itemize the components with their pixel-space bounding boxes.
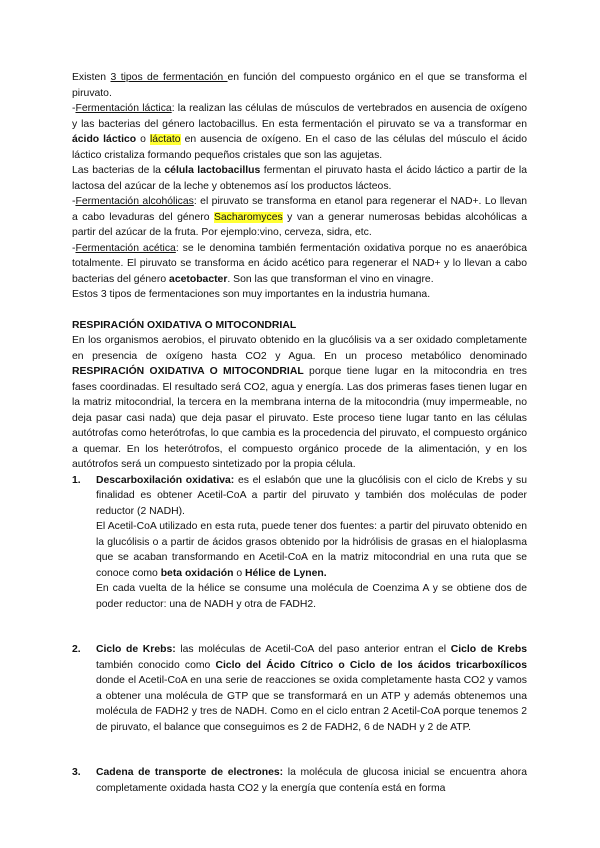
beta-oxidacion-bold: beta oxidación xyxy=(160,567,234,579)
respiracion-bold: RESPIRACIÓN OXIDATIVA O MITOCONDRIAL xyxy=(72,366,304,377)
alcoholica-text-2: y van a generar numerosas bebidas alcohólicas a partir del azúcar de la fruta. Por ejemplo:vino, cerveza, sidra, etc. xyxy=(72,211,527,238)
alcoholica-text: : el piruvato se transforma en etanol para regenerar el NAD+. Lo llevan a cabo levaduras del género xyxy=(72,196,527,223)
dash: - xyxy=(72,196,76,207)
step-text: o xyxy=(233,567,246,579)
step-text: es el eslabón que une la glucólisis con el ciclo de Krebs y su finalidad es obtener Acetil-CoA a partir del piruvato y también dos moléculas de poder reductor (2 NADH). xyxy=(96,474,527,517)
acido-citrico-bold: Ciclo del Ácido Cítrico o Ciclo de los ácidos tricarboxílicos xyxy=(215,659,527,671)
spacer xyxy=(72,750,527,765)
lactica-text-3: en ausencia de oxígeno. En el caso de las células del músculo el ácido láctico cristaliza formando pequeños cristales que son las agujetas. xyxy=(72,134,527,161)
step-text: las moléculas de Acetil-CoA del paso anterior entran el xyxy=(175,644,451,655)
lactica-text: : la realizan las células de músculos de vertebrados en ausencia de oxígeno y las bacterias del género lactobacillus. En esta fermentación el piruvato se va a transformar en xyxy=(72,103,527,130)
acetobacter-bold: acetobacter xyxy=(169,273,228,285)
step-2 xyxy=(72,642,527,735)
step-number: 2. xyxy=(72,644,81,655)
step-1-p2 xyxy=(96,519,527,581)
respiracion-paragraph xyxy=(72,333,527,473)
step-number: 3. xyxy=(72,767,81,778)
step-1 xyxy=(72,473,527,613)
intro-text-end: en función del compuesto orgánico en el que se transforma el piruvato. xyxy=(72,72,527,99)
dash: - xyxy=(72,103,76,114)
sacharomyces-highlight: Sacharomyces xyxy=(213,211,283,223)
document-page xyxy=(72,70,527,796)
lacto-text: Las bacterias de la xyxy=(72,165,165,176)
closing-paragraph: Estos 3 tipos de fermentaciones son muy importantes en la industria humana. xyxy=(72,289,431,300)
acetica-text: : se le denomina también fermentación oxidativa porque no es anaeróbica totalmente. El piruvato se transforma en ácido acético para regenerar el NAD+ y lo llevan a cabo bacterias del género xyxy=(72,242,527,285)
steps-list xyxy=(72,473,527,797)
lacto-text-2: fermentan el piruvato hasta el ácido láctico a partir de la lactosa del azúcar de la leche y obtenemos así los productos lácteos. xyxy=(72,165,527,192)
intro-paragraph xyxy=(72,70,527,101)
step-text: también conocido como xyxy=(96,659,216,671)
step-text: El Acetil-CoA utilizado en esta ruta, puede tener dos fuentes: a partir del piruvato obtenido en la glucólisis o a partir de ácidos grasos obtenido por la hidrólisis de grasas en el hialoplasma que se acaban transformando en Acetil-CoA en la matriz mitocondrial en una ruta que se conoce como xyxy=(96,521,527,579)
step-title: Descarboxilación oxidativa: xyxy=(96,474,235,486)
spacer xyxy=(72,735,527,750)
step-title: Cadena de transporte de electrones: xyxy=(96,767,284,778)
lactica-label: Fermentación láctica xyxy=(75,103,172,114)
helice-lynen-bold: Hélice de Lynen. xyxy=(245,567,327,579)
step-text: la molécula de glucosa inicial se encuentra ahora completamente oxidada hasta CO2 y la energía que contenía está en forma xyxy=(96,767,527,794)
step-number: 1. xyxy=(72,474,81,486)
fermentation-types-link: 3 tipos de fermentación xyxy=(110,72,228,83)
intro-text: Existen xyxy=(72,72,111,83)
krebs-bold: Ciclo de Krebs xyxy=(450,644,527,655)
lactato-highlight: láctato xyxy=(149,134,181,145)
acetica-label: Fermentación acética xyxy=(75,242,176,254)
step-3-p1 xyxy=(96,765,527,796)
acido-lactico-bold: ácido láctico xyxy=(72,134,137,145)
step-1-p3: En cada vuelta de la hélice se consume una molécula de Coenzima A y se obtiene dos de poder reductor: una de NADH y otra de FADH2. xyxy=(96,583,527,610)
step-2-p1 xyxy=(96,642,527,735)
respiracion-text-2: porque tiene lugar en la mitocondria en tres fases coordinadas. El resultado será CO2, agua y energía. Las dos primeras fases tienen lugar en la matriz mitocondrial, la tercera en la membrana interna de la mitocondria (muy impermeable, no deja pasar casi nada) que deja pasar el piruvato. Este proceso tiene lugar tanto en las células autótrofas como heterótrofas, lo que cambia es la procedencia del piruvato, el compuesto orgánico a quemar. En los heterótrofos, el compuesto orgánico procede de la alimentación, y en los autótrofos será un compuesto sintetizado por la propia célula. xyxy=(72,366,527,470)
alcoholica-paragraph xyxy=(72,194,527,241)
step-title: Ciclo de Krebs: xyxy=(96,644,176,655)
lacto-paragraph xyxy=(72,163,527,194)
lactobacillus-bold: célula lactobacillus xyxy=(164,165,261,176)
acetica-text-2: . Son las que transforman el vino en vinagre. xyxy=(227,273,434,285)
acetica-paragraph xyxy=(72,241,527,288)
respiracion-text: En los organismos aerobios, el piruvato obtenido en la glucólisis va a ser oxidado completamente en presencia de oxígeno hasta CO2 y Agua. En un proceso metabólico denominado xyxy=(72,335,527,362)
step-3 xyxy=(72,765,527,796)
dash: - xyxy=(72,242,76,254)
alcoholica-label: Fermentación alcohólicas xyxy=(75,196,194,207)
spacer xyxy=(72,627,527,642)
lactica-paragraph xyxy=(72,101,527,163)
step-text: donde el Acetil-CoA en una serie de reacciones se oxida completamente hasta CO2 y vamos a obtener una molécula de GTP que se transformará en un ATP y además obtenemos una molécula de FADH2 y tres de NADH. Como en el ciclo entran 2 Acetil-CoA porque tenemos 2 de piruvato, el balance que conseguimos es 2 de FADH2, 6 de NADH y 2 de ATP. xyxy=(96,675,527,733)
step-1-p1 xyxy=(96,473,527,520)
spacer xyxy=(72,612,527,627)
lactica-text-2: o xyxy=(136,134,150,145)
section-heading: RESPIRACIÓN OXIDATIVA O MITOCONDRIAL xyxy=(72,319,297,331)
